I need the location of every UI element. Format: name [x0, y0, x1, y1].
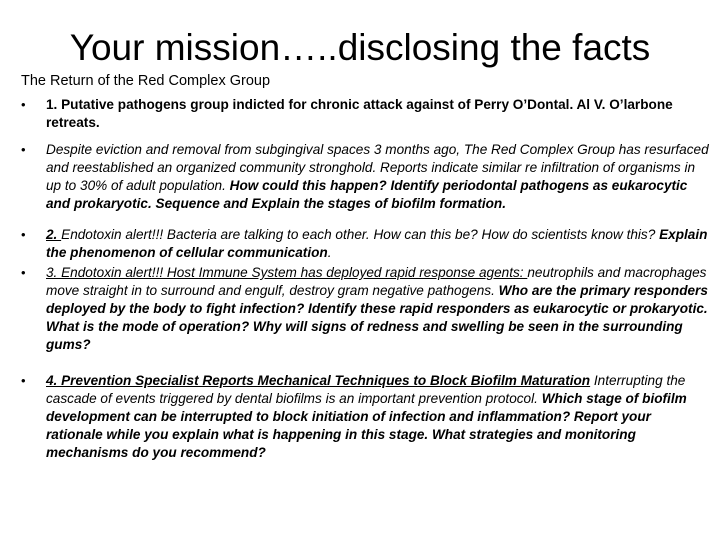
bullet-text-3	[46, 226, 711, 262]
bullet-3-segment-3: Explain the phenomenon of cellular communication	[46, 227, 708, 260]
bullet-marker: •	[21, 142, 26, 157]
slide-subtitle: The Return of the Red Complex Group	[21, 73, 271, 89]
bullet-text-2	[46, 141, 711, 213]
bullet-2-segment-1: Despite eviction and removal from subgingival spaces 3 months ago, The Red Complex Group has resurfaced and reestablished an organized community stronghold. Reports indicate similar re infiltration of organisms in up to 30% of adult population.	[46, 142, 709, 193]
bullet-text-5	[46, 372, 711, 462]
bullet-4-segment-3: Who are the primary responders deployed by the body to fight infection? Identify these rapid responders as eukarocytic or prokaryotic. What is the mode of operation? Why will signs of redness and swelling be seen in the surrounding gums?	[46, 283, 708, 352]
bullet-5-segment-3: Which stage of biofilm development can be interrupted to block initiation of infection and inflammation? Report your rationale while you explain what is happening in this stage. What strategies and monitoring mechanisms do you recommend?	[46, 391, 687, 460]
bullet-4-segment-2: neutrophils and macrophages move straight in to surround and engulf, destroy gram negative pathogens.	[46, 265, 707, 298]
bullet-text-4	[46, 264, 711, 354]
bullet-1-segment-1: 1. Putative pathogens group indicted for chronic attack against of Perry O’Dontal. Al V. O’larbone retreats.	[46, 97, 673, 130]
bullet-4-segment-1: 3. Endotoxin alert!!! Host Immune System has deployed rapid response agents:	[46, 265, 528, 280]
bullet-3-segment-1: 2.	[46, 227, 62, 242]
bullet-3-segment-4: .	[327, 245, 332, 260]
bullet-marker: •	[21, 265, 26, 280]
bullet-marker: •	[21, 227, 26, 242]
bullet-text-1	[46, 96, 711, 132]
bullet-marker: •	[21, 373, 26, 388]
slide-title: Your mission…..disclosing the facts	[69, 27, 651, 68]
bullet-3-segment-2: Endotoxin alert!!! Bacteria are talking to each other. How can this be? How do scientists know this?	[61, 227, 660, 242]
bullet-2-segment-2: How could this happen? Identify periodontal pathogens as eukarocytic and prokaryotic. Sequence and Explain the stages of biofilm formation.	[46, 178, 688, 211]
bullet-5-segment-2: Interrupting the cascade of events triggered by dental biofilms is an important prevention protocol.	[46, 373, 686, 406]
bullet-5-segment-1: 4. Prevention Specialist Reports Mechanical Techniques to Block Biofilm Maturation	[46, 373, 591, 388]
bullet-marker: •	[21, 97, 26, 112]
